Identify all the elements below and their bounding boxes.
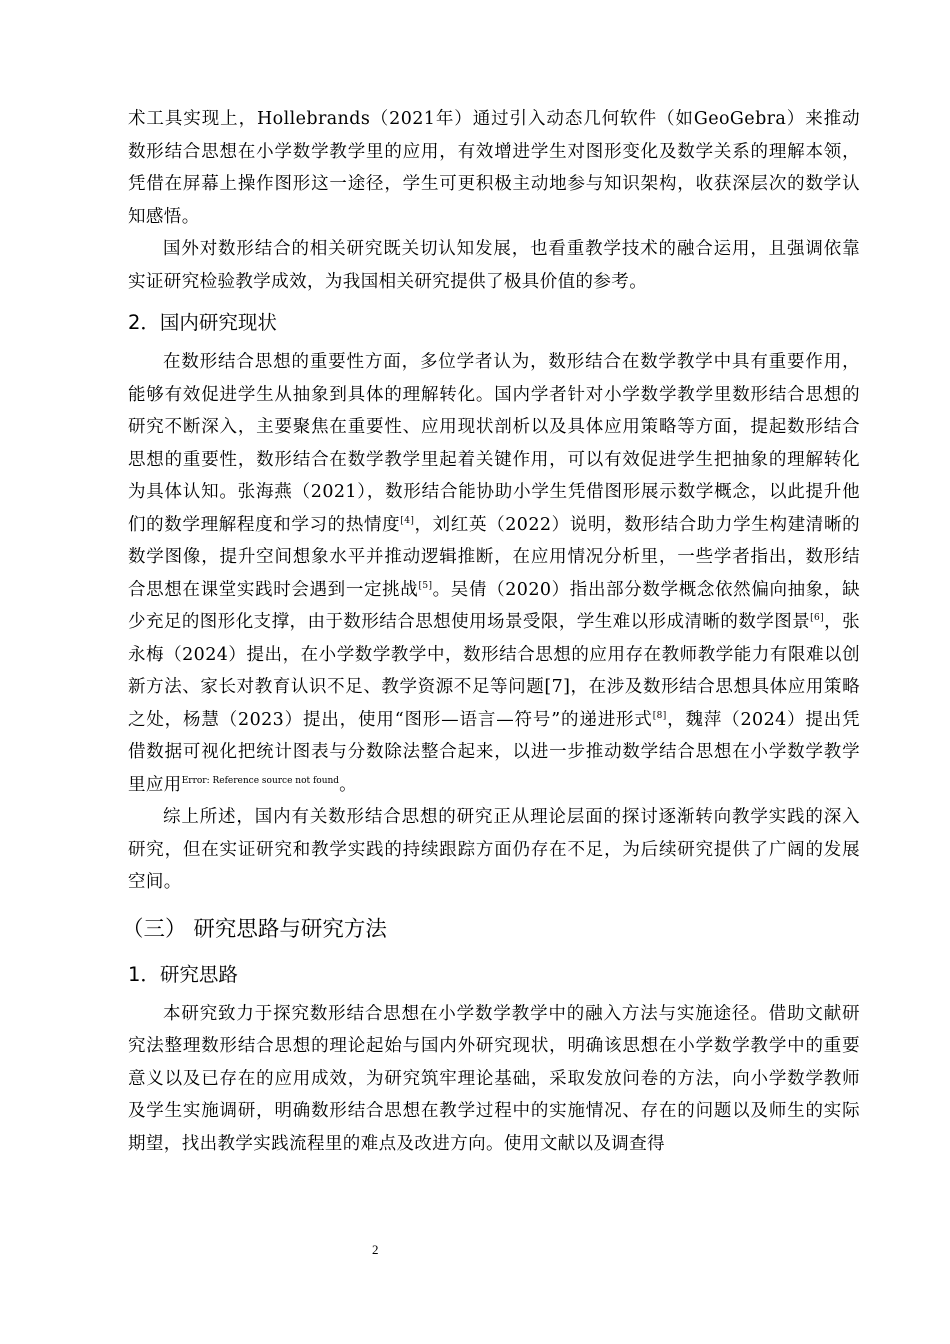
text-segment: ，张永梅（2024）提出，在小学数学教学中，数形结合思想的应用存在教师教学能力有限难以创新方法、家长对教育认识不足、教学资源不足等问题[7]，在涉及数形结合思想具体应用策略之处，杨慧（2023）提出，使用“图形—语言—符号”的递进形式 [128,612,860,730]
paragraph-research-approach: 本研究致力于探究数形结合思想在小学数学教学中的融入方法与实施途径。借助文献研究法整理数形结合思想的理论起始与国内外研究现状，明确该思想在小学数学教学中的重要意义以及已存在的应用成效，为研究筑牢理论基础，采取发放问卷的方法，向小学数学教师及学生实施调研，明确数形结合思想在教学过程中的实施情况、存在的问题以及师生的实际期望，找出教学实践流程里的难点及改进方向。使用文献以及调查得 [128,1003,860,1154]
page-number: 2 [372,1242,379,1257]
paragraph-foreign-summary: 国外对数形结合的相关研究既关切认知发展，也看重教学技术的融合运用，且强调依靠实证研究检验教学成效，为我国相关研究提供了极具价值的参考。 [128,239,860,292]
text-segment: 。 [339,774,357,795]
citation-4: [4] [400,515,415,526]
text-segment: 。吴倩（2020）指出部分数学概念依然偏向抽象，缺少充足的图形化支撑，由于数形结合思想使用场景受限，学生难以形成清晰的数学图景 [128,579,860,632]
citation-8: [8] [652,710,667,721]
paragraph-domestic-summary: 综上所述，国内有关数形结合思想的研究正从理论层面的探讨逐渐转向教学实践的深入研究，但在实证研究和教学实践的持续跟踪方面仍存在不足，为后续研究提供了广阔的发展空间。 [128,807,860,892]
heading-domestic-research: 2．国内研究现状 [128,311,277,334]
text-segment: 在数形结合思想的重要性方面，多位学者认为，数形结合在数学教学中具有重要作用，能够有效促进学生从抽象到具体的理解转化。国内学者针对小学数学教学里数形结合思想的研究不断深入，主要聚焦在重要性、应用现状剖析以及具体应用策略等方面，提起数形结合思想的重要性，数形结合在数学教学里起着关键作用，可以有效促进学生把抽象的理解转化为具体认知。张海燕（2021），数形结合能协助小学生凭借图形展示数学概念，以此提升他们的数学理解程度和学习的热情度 [128,352,860,535]
document-body [122,103,861,1160]
paragraph-foreign-tools: 术工具实现上，Hollebrands（2021年）通过引入动态几何软件（如GeoGebra）来推动数形结合思想在小学数学教学里的应用，有效增进学生对图形变化及数学关系的理解本领，凭借在屏幕上操作图形这一途径，学生可更积极主动地参与知识架构，收获深层次的数学认知感悟。 [128,109,860,227]
citation-6: [6] [810,613,825,624]
heading-research-approach: 1．研究思路 [128,962,238,986]
text-segment: ，刘红英（2022）说明，数形结合助力学生构建清晰的数学图像，提升空间想象水平并推动逻辑推断，在应用情况分析里，一些学者指出，数形结合思想在课堂实践时会遇到一定挑战 [128,514,861,600]
paragraph-domestic-research [128,346,860,801]
reference-error: Error: Reference source not found [181,775,340,786]
citation-5: [5] [418,580,433,591]
heading-research-approach-methods: （三） 研究思路与研究方法 [122,916,387,942]
text-segment: ，魏萍（2024）提出凭借数据可视化把统计图表与分数除法整合起来，以进一步推动数学结合思想在小学数学教学里应用 [128,709,861,795]
